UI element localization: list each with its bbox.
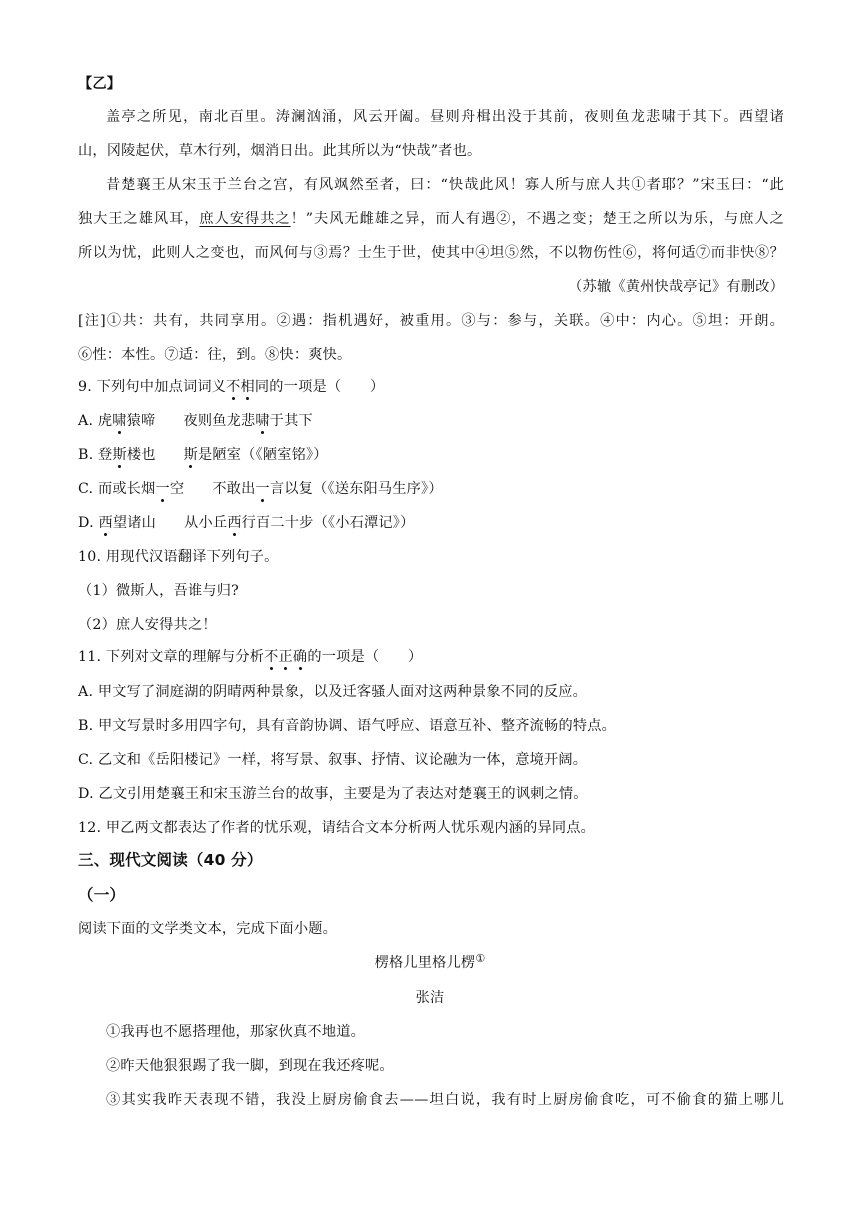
emphasis-dot: 确 [292, 649, 308, 665]
emphasis-dot: 啸 [255, 413, 270, 429]
story-para-3: ③其实我昨天表现不错，我没上厨房偷食去——坦白说，我有时上厨房偷食吃，可不偷食的猫上哪儿 [106, 1092, 784, 1108]
q9-option-b: B. 登斯楼也 斯是陋室（《陋室铭》） [78, 447, 328, 463]
emphasis-dot: 不 [264, 649, 279, 665]
passage-yi-p2-line2 [78, 209, 784, 229]
q9-option-a: A. 虎啸猿啼 夜则鱼龙悲啸于其下 [78, 413, 313, 429]
emphasis-dot: 相 [240, 379, 255, 395]
passage-yi-p2-line1: 昔楚襄王从宋玉于兰台之宫，有风飒然至者，曰：“快哉此风！寡人所与庶人共①者耶？”宋玉曰：“此 [106, 177, 784, 193]
instruction-text: 阅读下面的文学类文本，完成下面小题。 [78, 921, 337, 937]
p2-line2-start: 独大王之雄风耳， [78, 211, 200, 227]
notes-line2: ⑥性：本性。⑦适：往，到。⑧快：爽快。 [78, 347, 352, 363]
q11-option-b: B. 甲文写景时多用四字句，具有音韵协调、语气呼应、语意互补、整齐流畅的特点。 [78, 718, 616, 734]
emphasis-dot: 一 [155, 481, 170, 497]
p2-line2-end: ！”夫风无雌雄之异，而人有遇②，不遇之变；楚王之所以为乐，与庶人之 [290, 211, 784, 227]
q11-option-a: A. 甲文写了洞庭湖的阴晴两种景象，以及迁客骚人面对这两种景象不同的反应。 [78, 684, 588, 700]
emphasis-dot: 不 [226, 379, 241, 395]
title-footnote-mark: ① [475, 952, 486, 965]
section-yi-label: 【乙】 [78, 76, 122, 92]
notes-line1: [注]①共：共有，共同享用。②遇：指机遇好，被重用。③与：参与，关联。④中：内心。⑤坦：开朗。 [78, 313, 784, 329]
underlined-sentence: 庶人安得共之 [199, 211, 291, 227]
emphasis-dot: 斯 [112, 447, 127, 463]
story-para-2: ②昨天他狠狠踢了我一脚，到现在我还疼呢。 [106, 1058, 394, 1074]
passage-yi-p1-line1: 盖亭之所见，南北百里。涛澜汹涌，风云开阖。昼则舟楫出没于其前，夜则鱼龙悲啸于其下。西望诸 [106, 109, 784, 125]
emphasis-dot: 斯 [183, 447, 198, 463]
q12-stem: 12. 甲乙两文都表达了作者的忧乐观，请结合文本分析两人忧乐观内涵的异同点。 [78, 820, 596, 836]
q9-stem: 9. 下列句中加点词词义不相同的一项是（ ） [78, 379, 385, 395]
q11-option-c: C. 乙文和《岳阳楼记》一样，将写景、叙事、抒情、议论融为一体，意境开阔。 [78, 752, 588, 768]
q11-option-d: D. 乙文引用楚襄王和宋玉游兰台的故事，主要是为了表达对楚襄王的讽刺之情。 [78, 786, 588, 802]
section-heading: 三、现代文阅读（40 分） [78, 851, 263, 869]
emphasis-dot: 西 [98, 515, 113, 531]
q10-sentence-1: （1）微斯人，吾谁与归? [78, 583, 239, 599]
q10-stem: 10. 用现代汉语翻译下列句子。 [78, 549, 279, 565]
emphasis-dot: 啸 [112, 413, 127, 429]
story-title: 楞格儿里格儿楞① [374, 952, 486, 971]
emphasis-dot: 一 [255, 481, 270, 497]
passage-yi-p2-line3: 所以为忧，此则人之变也，而风何与③焉？士生于世，使其中④坦⑤然，不以物伤性⑥，将何适⑦而非快⑧？ [78, 245, 784, 261]
story-author: 张洁 [415, 990, 445, 1006]
q11-stem: 11. 下列对文章的理解与分析不正确的一项是（ ） [78, 649, 423, 665]
subsection-heading: （一） [78, 886, 126, 904]
passage-source: （苏辙《黄州快哉亭记》有删改） [568, 279, 784, 295]
passage-yi-p1-line2: 山，冈陵起伏，草木行列，烟消日出。此其所以为“快哉”者也。 [78, 143, 482, 159]
story-para-1: ①我再也不愿搭理他，那家伙真不地道。 [106, 1024, 365, 1040]
q9-option-c: C. 而或长烟一空 不敢出一言以复（《送东阳马生序》） [78, 481, 443, 497]
q10-sentence-2: （2）庶人安得共之！ [78, 617, 217, 633]
emphasis-dot: 正 [278, 649, 293, 665]
q9-option-d: D. 西望诸山 从小丘西行百二十步（《小石潭记》） [78, 515, 415, 531]
emphasis-dot: 西 [227, 515, 242, 531]
